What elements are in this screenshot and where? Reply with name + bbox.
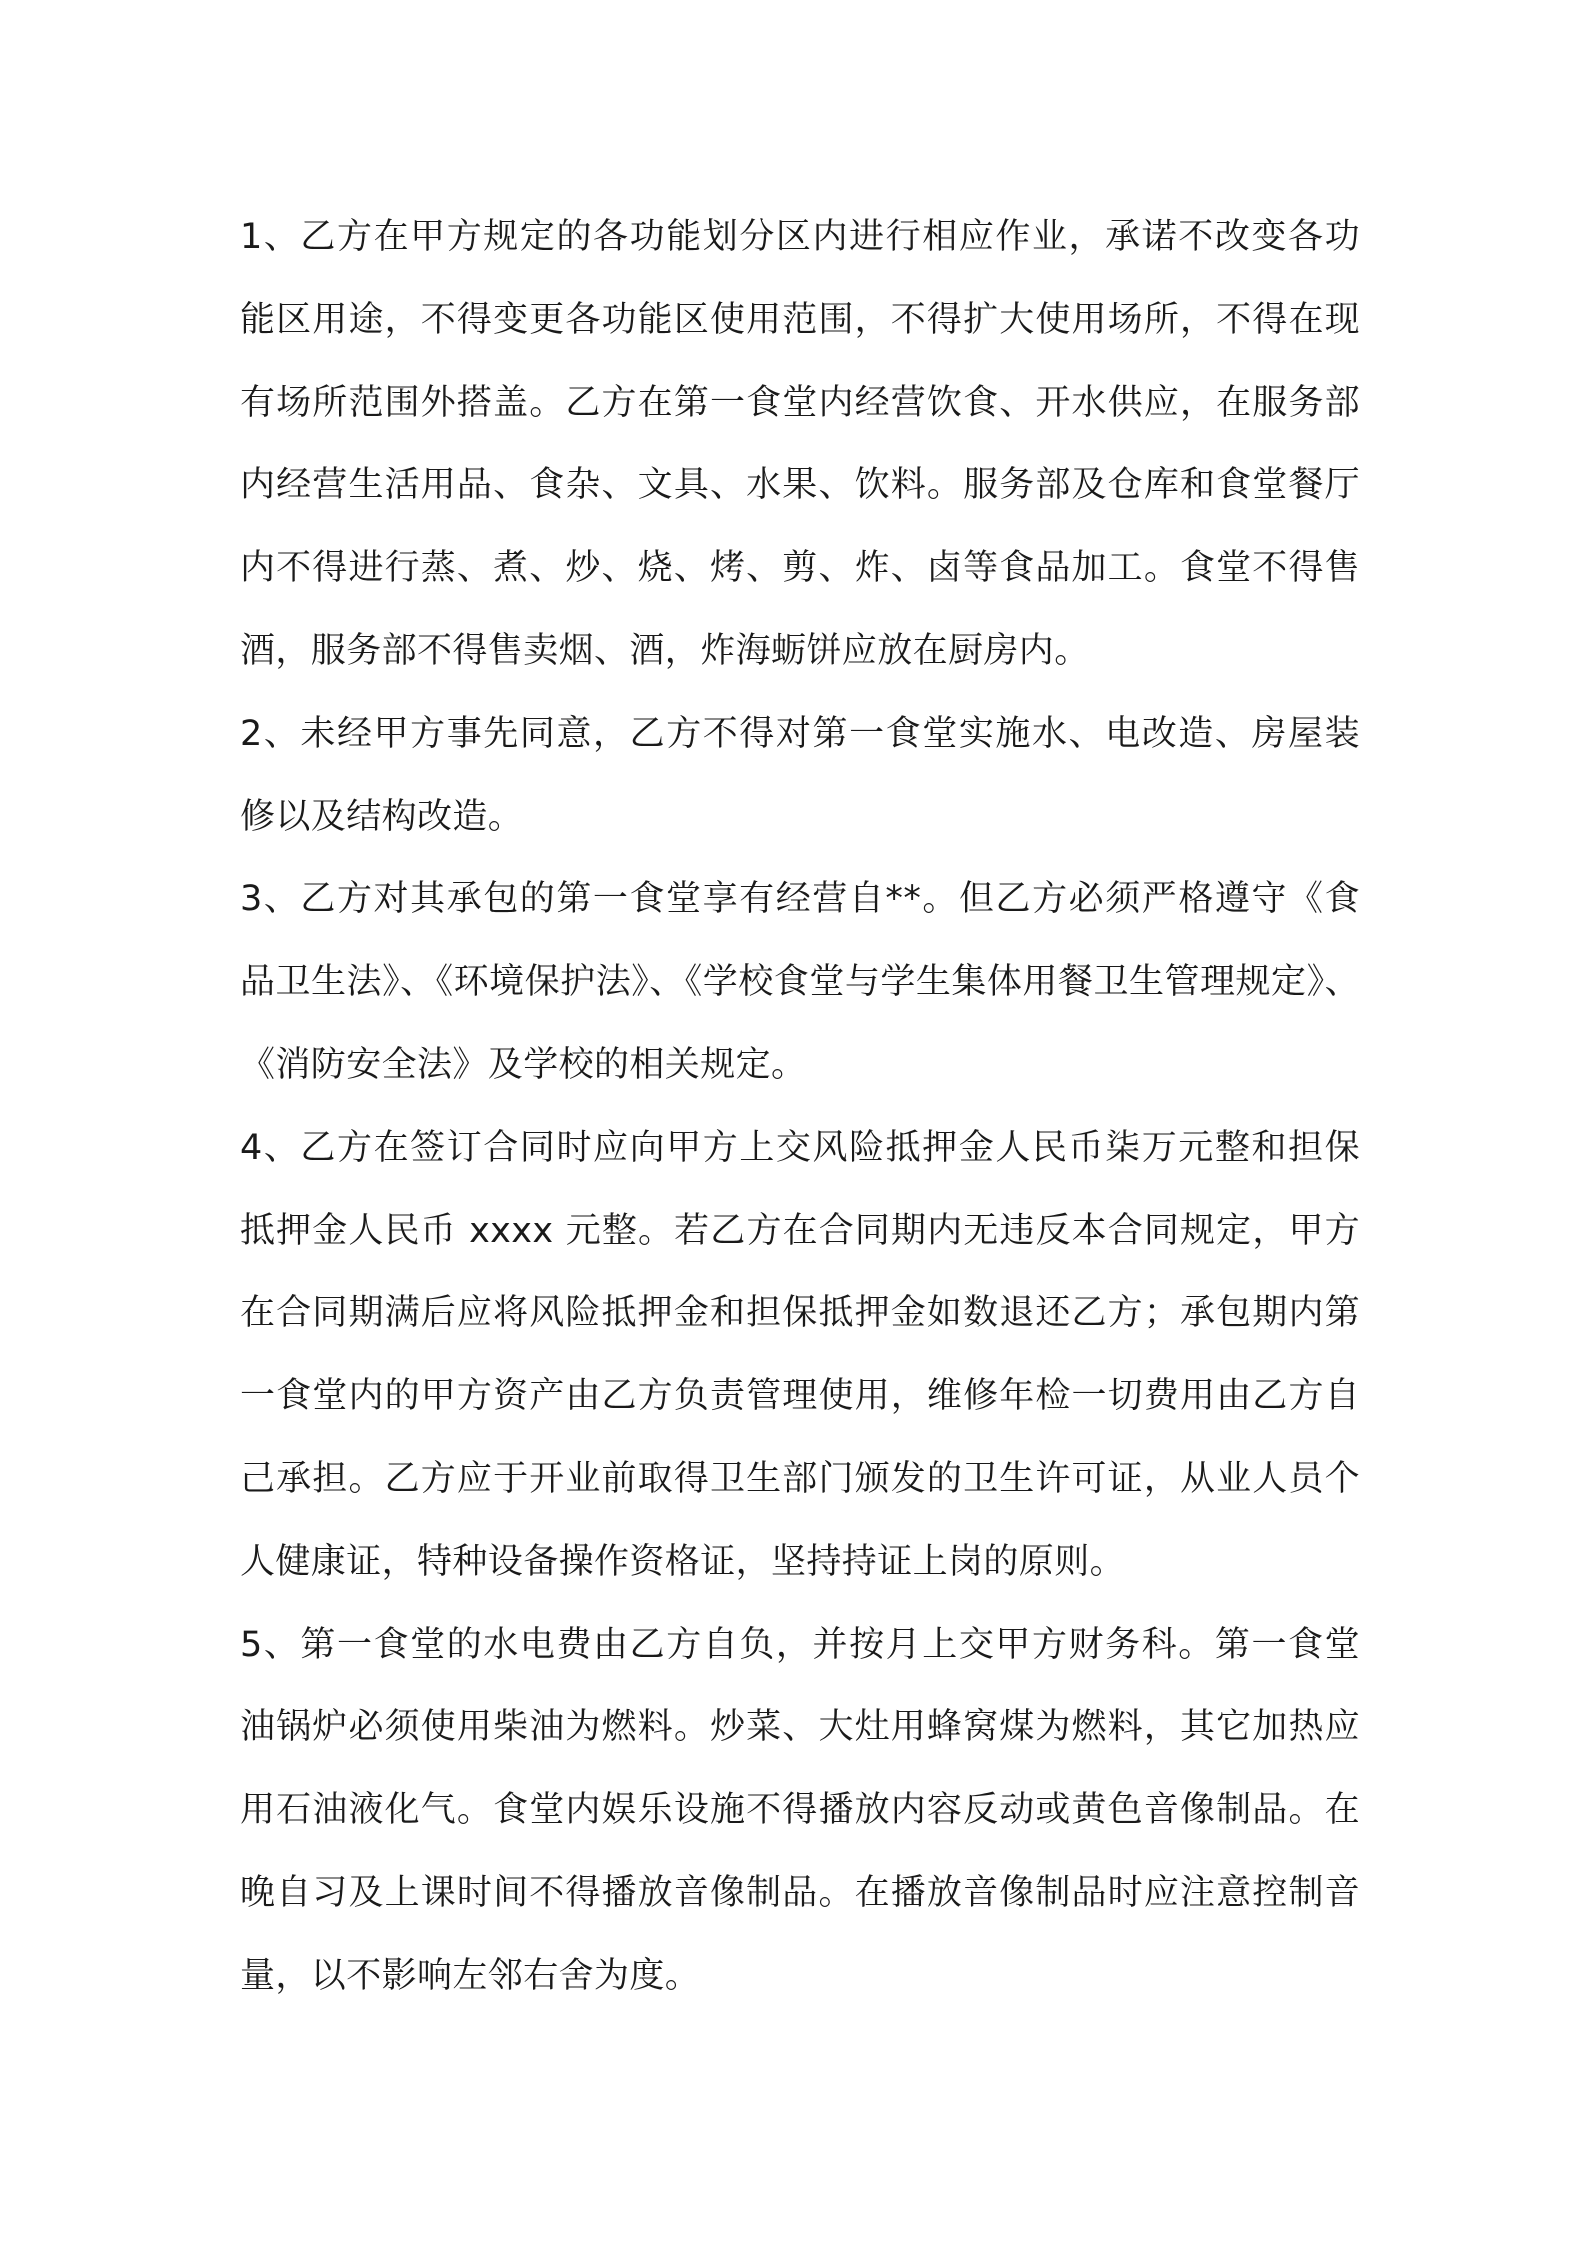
clause-2: 2、未经甲方事先同意，乙方不得对第一食堂实施水、电改造、房屋装修以及结构改造。 <box>240 713 1360 837</box>
clause-3: 3、乙方对其承包的第一食堂享有经营自**。但乙方必须严格遵守《食品卫生法》、《环境保护法》、《学校食堂与学生集体用餐卫生管理规定》、《消防安全法》及学校的相关规定。 <box>240 879 1360 1085</box>
document-body <box>240 196 1360 2018</box>
clause-4: 4、乙方在签订合同时应向甲方上交风险抵押金人民币柒万元整和担保抵押金人民币 xxxx 元整。若乙方在合同期内无违反本合同规定，甲方在合同期满后应将风险抵押金和担保抵押金如数退还乙方；承包期内第一食堂内的甲方资产由乙方负责管理使用，维修年检一切费用由乙方自己承担。乙方应于开业前取得卫生部门颁发的卫生许可证，从业人员个人健康证，特种设备操作资格证，坚持持证上岗的原则。 <box>240 1127 1360 1582</box>
clause-1: 1、乙方在甲方规定的各功能划分区内进行相应作业，承诺不改变各功能区用途，不得变更各功能区使用范围，不得扩大使用场所，不得在现有场所范围外搭盖。乙方在第一食堂内经营饮食、开水供应，在服务部内经营生活用品、食杂、文具、水果、饮料。服务部及仓库和食堂餐厅内不得进行蒸、煮、炒、烧、烤、剪、炸、卤等食品加工。食堂不得售酒，服务部不得售卖烟、酒，炸海蛎饼应放在厨房内。 <box>240 217 1360 671</box>
clause-5: 5、第一食堂的水电费由乙方自负，并按月上交甲方财务科。第一食堂油锅炉必须使用柴油为燃料。炒菜、大灶用蜂窝煤为燃料，其它加热应用石油液化气。食堂内娱乐设施不得播放内容反动或黄色音像制品。在晚自习及上课时间不得播放音像制品。在播放音像制品时应注意控制音量，以不影响左邻右舍为度。 <box>240 1624 1360 1996</box>
